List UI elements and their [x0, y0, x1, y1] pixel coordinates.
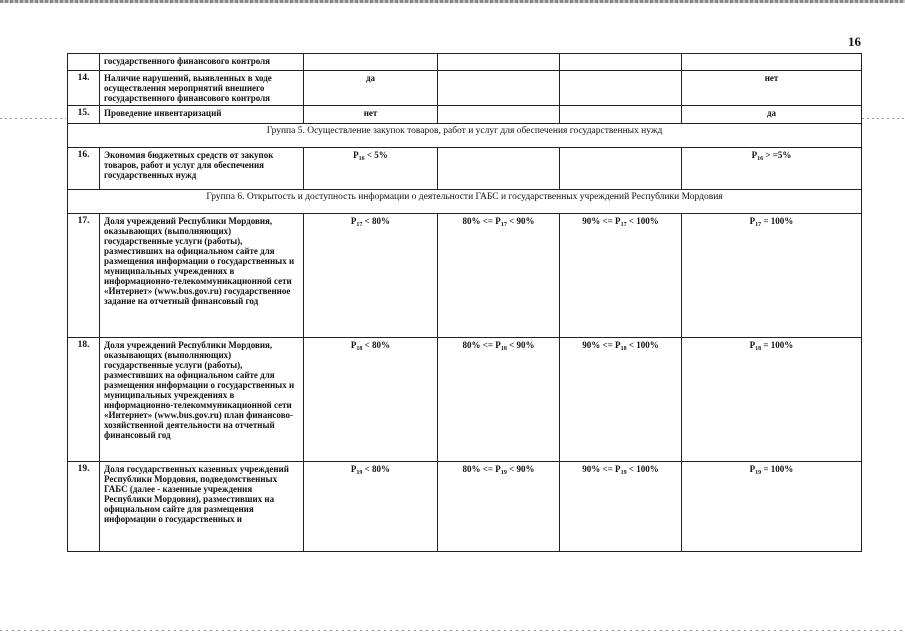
score-cell-4 [682, 214, 862, 338]
formula-subscript: 19 [620, 470, 627, 476]
score-cell-3 [560, 106, 682, 124]
table-row [68, 338, 862, 462]
formula-suffix: < 90% [506, 464, 535, 474]
criteria-table-body [68, 54, 862, 552]
criteria-table [67, 53, 862, 552]
formula-subscript: 19 [356, 470, 363, 476]
formula-suffix: > =5% [763, 150, 792, 160]
criterion-description: Проведение инвентаризаций [100, 106, 304, 124]
formula-prefix: P [749, 216, 756, 226]
scan-top-border [0, 0, 905, 3]
table-row [68, 462, 862, 552]
row-number: 17. [68, 214, 100, 338]
formula-suffix: < 5% [364, 150, 388, 160]
score-cell-2 [438, 462, 560, 552]
formula-prefix: 90% <= P [582, 340, 621, 350]
formula-prefix: 80% <= P [462, 464, 501, 474]
formula-suffix: < 90% [506, 340, 535, 350]
score-cell-4 [682, 338, 862, 462]
scan-bottom-border [0, 630, 905, 631]
score-cell-1 [304, 338, 438, 462]
score-cell-3 [560, 71, 682, 106]
table-row [68, 106, 862, 124]
formula-subscript: 18 [755, 346, 762, 352]
criterion-description: Наличие нарушений, выявленных в ходе осуществления мероприятий внешнего государственного финансового контроля [100, 71, 304, 106]
formula-subscript: 17 [755, 222, 762, 228]
criterion-description: Экономия бюджетных средств от закупок товаров, работ и услуг для обеспечения государственных нужд [100, 148, 304, 190]
score-cell-1: нет [304, 106, 438, 124]
score-cell-3 [560, 338, 682, 462]
formula-subscript: 17 [620, 222, 627, 228]
formula-subscript: 16 [358, 156, 365, 162]
criterion-description: Доля государственных казенных учреждений Республики Мордовия, подведомственных ГАБС (далее - казенные учреждения Республики Мордовия), разместивших на официальном сайте для размещения информации о государственных и [100, 462, 304, 552]
scan-margin-line-left [0, 118, 66, 119]
formula-suffix: < 100% [626, 464, 659, 474]
row-number: 19. [68, 462, 100, 552]
formula-prefix: 80% <= P [462, 216, 501, 226]
formula-subscript: 19 [755, 470, 762, 476]
score-cell-2 [438, 214, 560, 338]
formula-suffix: < 100% [626, 340, 659, 350]
score-cell-3 [560, 54, 682, 71]
score-cell-4: да [682, 106, 862, 124]
formula-suffix: = 100% [761, 340, 794, 350]
group-title: Группа 6. Открытость и доступность информации о деятельности ГАБС и государственных учреждений Республики Мордовия [68, 190, 862, 214]
row-number: 15. [68, 106, 100, 124]
score-cell-1 [304, 214, 438, 338]
formula-prefix: P [350, 216, 357, 226]
table-row [68, 148, 862, 190]
score-cell-3 [560, 462, 682, 552]
formula-suffix: < 80% [362, 216, 391, 226]
row-number: 18. [68, 338, 100, 462]
formula-suffix: = 100% [761, 216, 794, 226]
score-cell-4 [682, 148, 862, 190]
score-cell-4 [682, 54, 862, 71]
page-number: 16 [848, 34, 861, 49]
score-cell-3 [560, 148, 682, 190]
formula-prefix: 90% <= P [582, 216, 621, 226]
group-header-row [68, 190, 862, 214]
formula-prefix: P [350, 340, 357, 350]
criterion-description: Доля учреждений Республики Мордовия, оказывающих (выполняющих) государственные услуги (работы), разместивших на официальном сайте для размещения информации о государственных и муниципальных учреждениях в информационно-телекоммуникационной сети «Интернет» (www.bus.gov.ru) государственное задание на отчетный финансовый год [100, 214, 304, 338]
row-number [68, 54, 100, 71]
table-row [68, 54, 862, 71]
formula-prefix: 90% <= P [582, 464, 621, 474]
formula-prefix: P [353, 150, 359, 160]
row-number: 16. [68, 148, 100, 190]
criterion-description: государственного финансового контроля [100, 54, 304, 71]
formula-suffix: = 100% [761, 464, 794, 474]
score-cell-4 [682, 462, 862, 552]
formula-subscript: 18 [620, 346, 627, 352]
score-cell-2 [438, 148, 560, 190]
score-cell-2 [438, 106, 560, 124]
formula-suffix: < 80% [362, 464, 391, 474]
formula-prefix: 80% <= P [462, 340, 501, 350]
formula-suffix: < 80% [362, 340, 391, 350]
score-cell-4: нет [682, 71, 862, 106]
score-cell-2 [438, 71, 560, 106]
group-header-row [68, 124, 862, 148]
score-cell-2 [438, 338, 560, 462]
formula-prefix: P [749, 464, 756, 474]
formula-subscript: 18 [356, 346, 363, 352]
formula-prefix: P [749, 340, 756, 350]
formula-subscript: 17 [500, 222, 507, 228]
formula-subscript: 17 [356, 222, 363, 228]
criterion-description: Доля учреждений Республики Мордовия, оказывающих (выполняющих) государственные услуги (работы), разместивших на официальном сайте для размещения информации о государственных и муниципальных учреждениях в информационно-телекоммуникационной сети «Интернет» (www.bus.gov.ru) план финансово-хозяйственной деятельности на отчетный финансовый год [100, 338, 304, 462]
formula-subscript: 19 [500, 470, 507, 476]
row-number: 14. [68, 71, 100, 106]
scan-margin-line-right [862, 118, 905, 119]
formula-prefix: P [350, 464, 357, 474]
formula-subscript: 16 [757, 156, 764, 162]
score-cell-3 [560, 214, 682, 338]
score-cell-1: да [304, 71, 438, 106]
formula-subscript: 18 [500, 346, 507, 352]
group-title: Группа 5. Осуществление закупок товаров, работ и услуг для обеспечения государственных нужд [68, 124, 862, 148]
score-cell-1 [304, 462, 438, 552]
score-cell-1 [304, 54, 438, 71]
score-cell-1 [304, 148, 438, 190]
formula-suffix: < 90% [506, 216, 535, 226]
table-row [68, 71, 862, 106]
table-row [68, 214, 862, 338]
formula-suffix: < 100% [626, 216, 659, 226]
score-cell-2 [438, 54, 560, 71]
formula-prefix: P [751, 150, 758, 160]
